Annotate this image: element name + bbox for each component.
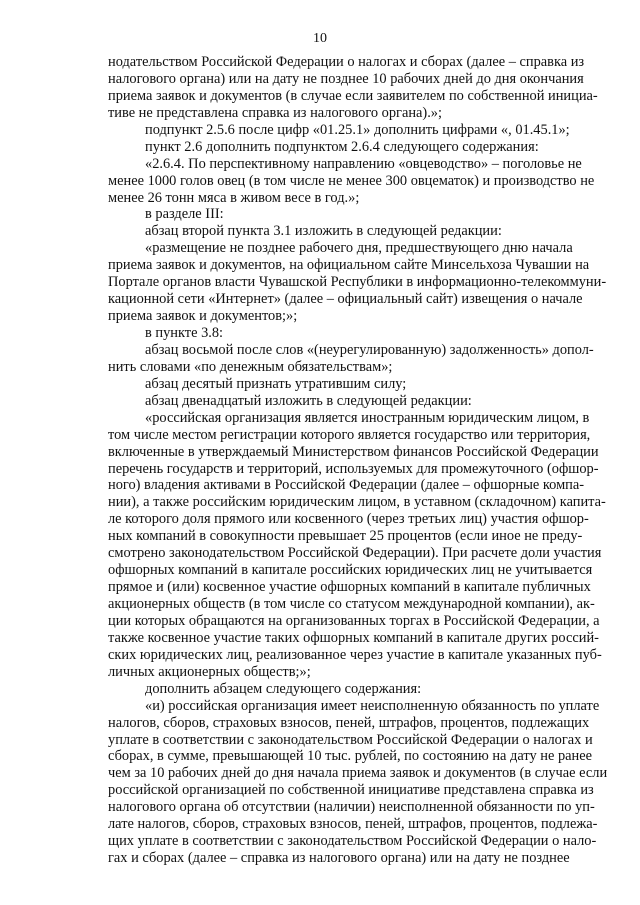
text-line: лате налогов, сборов, страховых взносов, пеней, штрафов, процентов, подлежа- [108,816,598,833]
text-line: в разделе III: [145,206,224,223]
text-line: в пункте 3.8: [145,325,224,341]
document-body [108,54,608,867]
text-line: перечень государств и территорий, используемых для промежуточного (офшор- [108,460,599,477]
text-line: чем за 10 рабочих дней до дня начала приема заявок и документов (в случае если [108,765,608,782]
text-line: акционерных обществ (в том числе со статусом международной компании), ак- [108,596,595,612]
text-line: нить словами «по денежным обязательствам»; [108,358,393,375]
text-line: налогов, сборов, страховых взносов, пеней, штрафов, процентов, подлежащих [108,714,590,731]
text-line: абзац восьмой после слов «(неурегулированную) задолженность» допол- [145,341,594,358]
text-line: нодательством Российской Федерации о налогах и сборах (далее – справка из [108,54,585,70]
text-line: «размещение не позднее рабочего дня, предшествующего дню начала [145,240,573,257]
text-line: менее 26 тонн мяса в живом весе в год.»; [108,189,360,206]
text-line: прямое и (или) косвенное участие офшорных компаний в капитале публичных [108,579,591,596]
text-line: сборах, в сумме, превышающей 10 тыс. рублей, по состоянию на дату не ранее [108,748,593,765]
page-number: 10 [313,31,327,46]
text-line: абзац десятый признать утратившим силу; [145,375,407,392]
text-line: налогового органа об отсутствии (наличии) неисполненной обязанности по уп- [108,799,595,816]
text-line: подпункт 2.5.6 после цифр «01.25.1» дополнить цифрами «, 01.45.1»; [145,121,570,138]
text-line: личных акционерных обществ;»; [108,663,311,680]
text-line: приема заявок и документов (в случае если заявителем по собственной инициа- [108,87,598,104]
text-line: приема заявок и документов;»; [108,308,298,325]
text-line: офшорных компаний в капитале российских юридических лиц не учитывается [108,562,593,579]
text-line: ных компаний в совокупности превышает 25 процентов (если иное не преду- [108,528,583,545]
text-line: «2.6.4. По перспективному направлению «овцеводство» – поголовье не [145,155,582,172]
text-line: ции которых обращаются на организованных торгах в Российской Федерации, а [108,612,600,629]
text-line: тиве не представлена справка из налогового органа).»; [108,104,443,121]
text-line: том числе местом регистрации которого является государство или территория, [108,426,591,443]
text-line: «российская организация является иностранным юридическим лицом, в [145,409,590,426]
text-line: менее 1000 голов овец (в том числе не менее 300 овцематок) и производство не [108,172,595,189]
text-line: приема заявок и документов, на официальном сайте Минсельхоза Чувашии на [108,257,590,274]
text-line: гах и сборах (далее – справка из налогового органа) или на дату не позднее [108,850,570,867]
text-line: смотрено законодательством Российской Федерации). При расчете доли участия [108,545,602,562]
text-line: «и) российская организация имеет неисполненную обязанность по уплате [145,697,600,714]
text-line: Портале органов власти Чувашской Республики в информационно-телекоммуни- [108,274,607,291]
text-line: пункт 2.6 дополнить подпунктом 2.6.4 следующего содержания: [145,138,539,155]
text-line: дополнить абзацем следующего содержания: [145,680,422,697]
text-line: также косвенное участие таких офшорных компаний в капитале других россий- [108,629,599,646]
text-line: щих уплате в соответствии с законодательством Российской Федерации о нало- [108,833,597,850]
text-line: включенные в утверждаемый Министерством финансов Российской Федерации [108,443,599,460]
text-line: кационной сети «Интернет» (далее – официальный сайт) извещения о начале [108,291,583,308]
text-line: налогового органа) или на дату не позднее 10 рабочих дней до дня окончания [108,70,584,87]
text-line: абзац двенадцатый изложить в следующей редакции: [145,392,472,409]
text-line: абзац второй пункта 3.1 изложить в следующей редакции: [145,223,502,240]
text-line: нии), а также российским юридическим лицом, в уставном (складочном) капита- [108,494,606,511]
text-line: российской организацией по собственной инициативе представлена справка из [108,782,594,799]
text-line: ного) владения активами в Российской Федерации (далее – офшорные компа- [108,477,585,494]
text-line: уплате в соответствии с законодательством Российской Федерации о налогах и [108,731,593,748]
text-line: ле которого доля прямого или косвенного (через третьих лиц) участия офшор- [108,511,589,528]
text-line: ских юридических лиц, реализованное через участие в капитале указанных пуб- [108,646,602,663]
